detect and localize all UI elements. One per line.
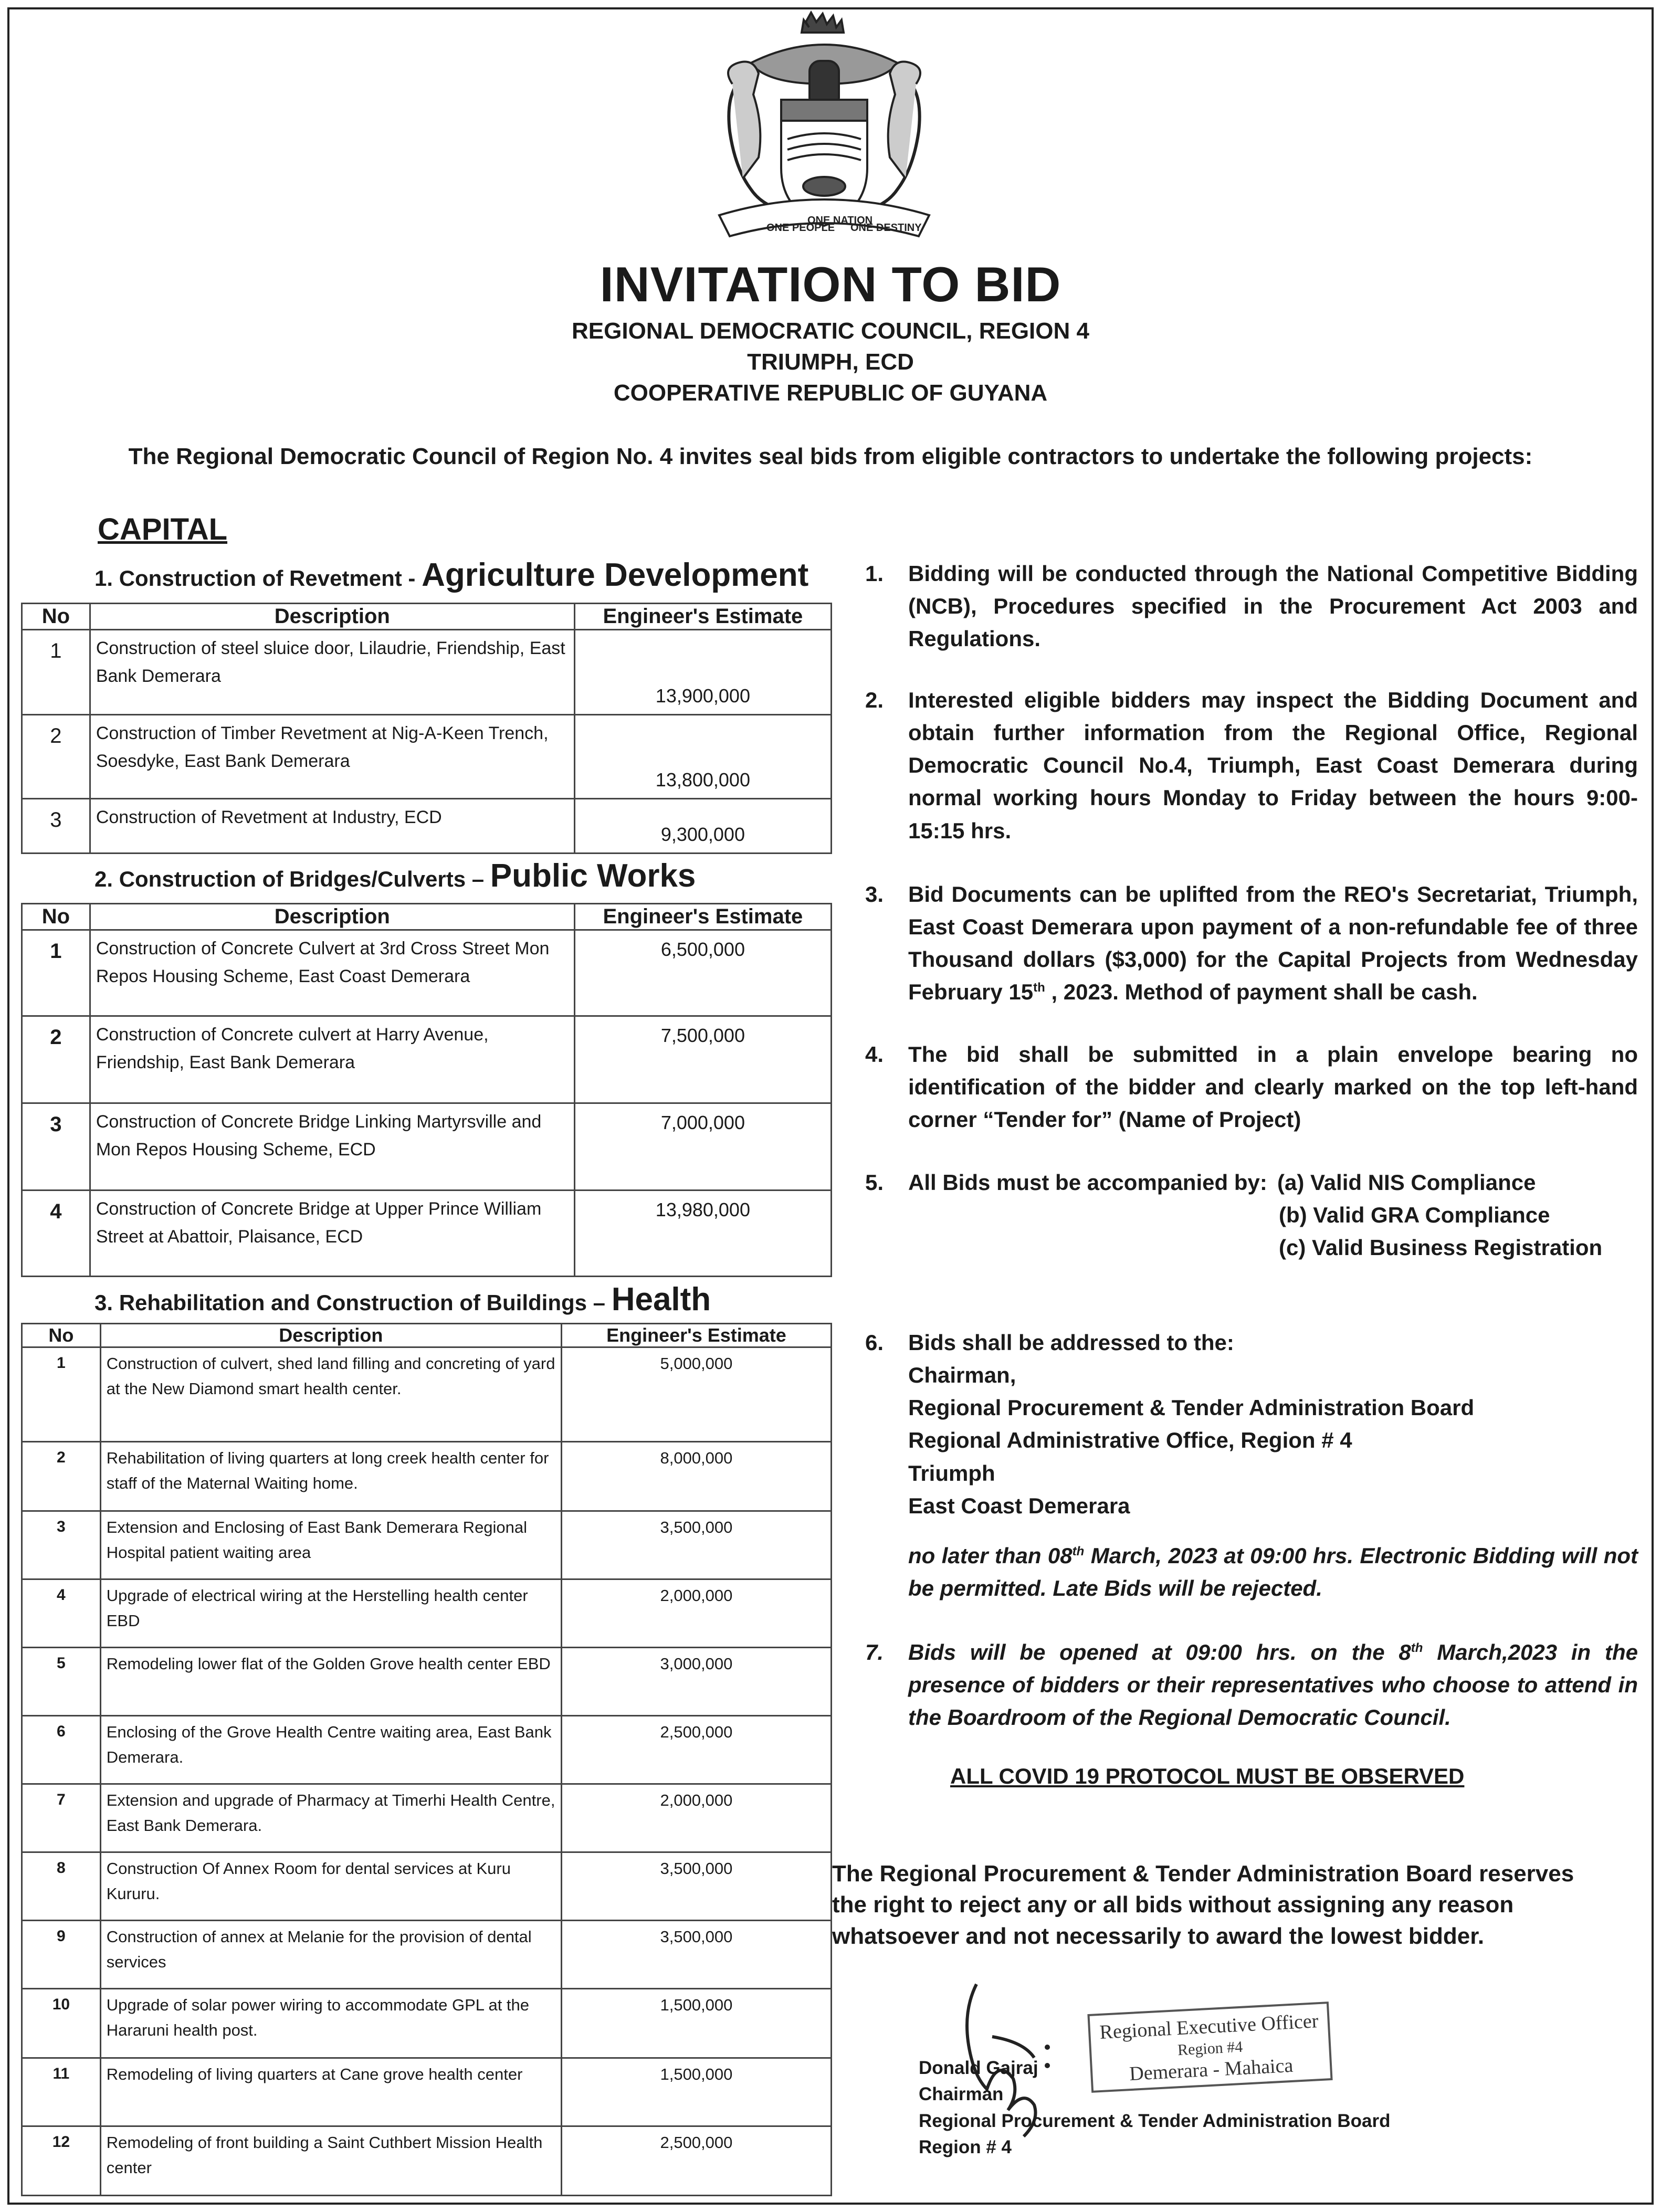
instruction-text <box>908 1636 1638 1734</box>
section2-prefix: 2. Construction of Bridges/Culverts – <box>94 867 490 891</box>
intro-text: The Regional Democratic Council of Region No. 4 invites seal bids from eligible contractors to undertake the following projects: <box>128 444 1533 469</box>
row-description: Construction of Concrete Bridge Linking Martyrsville and Mon Repos Housing Scheme, ECD <box>90 1103 574 1191</box>
col-estimate-header: Engineer's Estimate <box>561 1324 831 1347</box>
address-line: Triumph <box>908 1460 995 1486</box>
address-line: East Coast Demerara <box>908 1493 1130 1518</box>
row-no: 3 <box>22 1103 90 1191</box>
row-estimate: 3,500,000 <box>561 1511 831 1579</box>
row-no: 4 <box>22 1191 90 1277</box>
row-estimate: 1,500,000 <box>561 1989 831 2058</box>
instruction-5 <box>865 1166 1638 1271</box>
table-row <box>22 1989 832 2058</box>
instruction-text-part: Bids will be opened at 09:00 hrs. on the 8 <box>908 1640 1411 1665</box>
row-estimate: 3,500,000 <box>561 1852 831 1921</box>
row-estimate: 13,800,000 <box>574 715 831 799</box>
row-no: 2 <box>22 1016 90 1103</box>
row-no: 7 <box>22 1784 101 1852</box>
capital-heading: CAPITAL <box>98 512 228 546</box>
instruction-text <box>908 878 1638 1009</box>
row-description: Upgrade of electrical wiring at the Herstelling health center EBD <box>100 1579 561 1648</box>
instruction-text-part: Bid Documents can be uplifted from the REO's Secretariat, Triumph, East Coast Demerara upon payment of a non-refundable fee of three Thousand dollars ($3,000) for the Capital Projects from Wednesday February 15 <box>908 882 1638 1005</box>
row-description: Construction of Timber Revetment at Nig-A-Keen Trench, Soesdyke, East Bank Demerara <box>90 715 574 799</box>
deadline-text-part: no later than 08 <box>908 1543 1073 1568</box>
row-no: 12 <box>22 2126 101 2196</box>
row-no: 6 <box>22 1716 101 1784</box>
col-description-header: Description <box>90 904 574 930</box>
ordinal-suffix: th <box>1411 1641 1423 1655</box>
row-estimate: 2,500,000 <box>561 1716 831 1784</box>
row-no: 5 <box>22 1648 101 1716</box>
row-estimate: 7,000,000 <box>574 1103 831 1191</box>
row-no: 11 <box>22 2058 101 2126</box>
address-line: Chairman, <box>908 1363 1016 1388</box>
table-row <box>22 1648 832 1716</box>
page-title: INVITATION TO BID <box>600 257 1061 312</box>
instruction-text: Interested eligible bidders may inspect the Bidding Document and obtain further information from the Regional Office, Regional Democratic Council No.4, Triumph, East Coast Demerara during normal working hours Monday to Friday between the hours 9:00-15:15 hrs. <box>908 688 1638 843</box>
table-row <box>22 799 832 854</box>
row-description: Rehabilitation of living quarters at long creek health center for staff of the Maternal Waiting home. <box>100 1442 561 1511</box>
table-row <box>22 1579 832 1648</box>
covid-notice: ALL COVID 19 PROTOCOL MUST BE OBSERVED <box>950 1764 1465 1788</box>
row-no: 8 <box>22 1852 101 1921</box>
instruction-number: 6. <box>865 1330 884 1355</box>
table-row <box>22 2126 832 2196</box>
row-estimate: 5,000,000 <box>561 1347 831 1442</box>
row-description: Remodeling of front building a Saint Cuthbert Mission Health center <box>100 2126 561 2196</box>
row-description: Extension and Enclosing of East Bank Demerara Regional Hospital patient waiting area <box>100 1511 561 1579</box>
section1-table <box>21 603 832 854</box>
section3-heading <box>94 1281 711 1318</box>
address-lead: Bids shall be addressed to the: <box>908 1330 1234 1355</box>
table-row <box>22 1016 832 1103</box>
council-name: REGIONAL DEMOCRATIC COUNCIL, REGION 4 <box>572 318 1089 344</box>
signatory-board: Regional Procurement & Tender Administration Board <box>919 2110 1391 2131</box>
coat-of-arms-icon <box>688 10 961 257</box>
table-row <box>22 930 832 1016</box>
row-no: 9 <box>22 1921 101 1989</box>
address-line: Regional Administrative Office, Region # 4 <box>908 1428 1352 1453</box>
row-estimate: 6,500,000 <box>574 930 831 1016</box>
instruction-number: 7. <box>865 1640 884 1665</box>
signatory-region: Region # 4 <box>919 2137 1012 2158</box>
signatory-title: Chairman <box>919 2084 1004 2105</box>
signatory-name: Donald Gajraj <box>919 2058 1038 2078</box>
stamp-line: Demerara - Mahaica <box>1129 2054 1294 2085</box>
signatory-block <box>919 2055 1390 2161</box>
section3-prefix: 3. Rehabilitation and Construction of Buildings – <box>94 1290 612 1315</box>
row-no: 1 <box>22 630 90 715</box>
section2-name: Public Works <box>490 858 696 894</box>
row-no: 2 <box>22 1442 101 1511</box>
instruction-lead: All Bids must be accompanied by: <box>908 1170 1267 1195</box>
table-row <box>22 1784 832 1852</box>
row-description: Construction of Concrete culvert at Harry Avenue, Friendship, East Bank Demerara <box>90 1016 574 1103</box>
instruction-number: 5. <box>865 1170 884 1195</box>
table-row <box>22 1511 832 1579</box>
row-estimate: 7,500,000 <box>574 1016 831 1103</box>
row-description: Construction Of Annex Room for dental services at Kuru Kururu. <box>100 1852 561 1921</box>
stamp-line: Region #4 <box>1177 2038 1243 2059</box>
table-row <box>22 1442 832 1511</box>
row-description: Construction of annex at Melanie for the provision of dental services <box>100 1921 561 1989</box>
section1-prefix: 1. Construction of Revetment - <box>94 566 422 591</box>
instruction-text: Bidding will be conducted through the National Competitive Bidding (NCB), Procedures specified in the Procurement Act 2003 and Regulations. <box>908 561 1638 651</box>
row-no: 4 <box>22 1579 101 1648</box>
country-name: COOPERATIVE REPUBLIC OF GUYANA <box>613 380 1048 406</box>
ordinal-suffix: th <box>1033 981 1045 995</box>
requirement-gra: (b) Valid GRA Compliance <box>1279 1203 1550 1227</box>
section2-heading <box>94 857 696 894</box>
row-estimate: 13,900,000 <box>574 630 831 715</box>
address-block <box>908 1326 1474 1522</box>
row-no: 3 <box>22 799 90 854</box>
instruction-number: 4. <box>865 1042 884 1067</box>
row-estimate: 2,000,000 <box>561 1784 831 1852</box>
row-estimate: 9,300,000 <box>574 799 831 854</box>
council-location: TRIUMPH, ECD <box>747 349 914 375</box>
table-row <box>22 1716 832 1784</box>
instruction-number: 2. <box>865 688 884 712</box>
row-no: 1 <box>22 1347 101 1442</box>
motto-2: ONE NATION <box>807 215 873 226</box>
col-no-header: No <box>22 904 90 930</box>
row-estimate: 3,000,000 <box>561 1648 831 1716</box>
row-description: Remodeling lower flat of the Golden Grove health center EBD <box>100 1648 561 1716</box>
instruction-6 <box>865 1326 1638 1547</box>
table-row <box>22 1347 832 1442</box>
reservation-statement: The Regional Procurement & Tender Administration Board reserves the right to reject any or all bids without assigning any reason whatsoever and not necessarily to award the lowest bidder. <box>832 1861 1574 1949</box>
instruction-text: The bid shall be submitted in a plain envelope bearing no identification of the bidder and clearly marked on the top left-hand corner “Tender for” (Name of Project) <box>908 1042 1638 1132</box>
row-description: Enclosing of the Grove Health Centre waiting area, East Bank Demerara. <box>100 1716 561 1784</box>
row-description: Construction of Revetment at Industry, ECD <box>90 799 574 854</box>
address-line: Regional Procurement & Tender Administration Board <box>908 1395 1475 1420</box>
motto-1: ONE PEOPLE <box>766 222 835 234</box>
row-description: Extension and upgrade of Pharmacy at Timerhi Health Centre, East Bank Demerara. <box>100 1784 561 1852</box>
row-description: Upgrade of solar power wiring to accommodate GPL at the Hararuni health post. <box>100 1989 561 2058</box>
section2-table <box>21 903 832 1277</box>
col-description-header: Description <box>90 604 574 630</box>
col-description-header: Description <box>100 1324 561 1347</box>
table-row <box>22 1191 832 1277</box>
row-description: Remodeling of living quarters at Cane grove health center <box>100 2058 561 2126</box>
table-row <box>22 1103 832 1191</box>
row-estimate: 13,980,000 <box>574 1191 831 1277</box>
table-row <box>22 630 832 715</box>
instruction-text-part: March,2023 in the presence of bidders or their representatives who choose to attend in the Boardroom of the Regional Democratic Council. <box>908 1640 1638 1730</box>
table-row <box>22 2058 832 2126</box>
row-no: 10 <box>22 1989 101 2058</box>
section3-name: Health <box>611 1281 711 1318</box>
row-description: Construction of Concrete Bridge at Upper Prince William Street at Abattoir, Plaisance, ECD <box>90 1191 574 1277</box>
row-no: 1 <box>22 930 90 1016</box>
instruction-text-part: , 2023. Method of payment shall be cash. <box>1045 979 1478 1005</box>
row-estimate: 8,000,000 <box>561 1442 831 1511</box>
ordinal-suffix: th <box>1072 1544 1085 1558</box>
deadline-text <box>908 1540 1638 1605</box>
instruction-number: 3. <box>865 882 884 907</box>
stamp-line: Regional Executive Officer <box>1099 2010 1319 2044</box>
row-estimate: 2,000,000 <box>561 1579 831 1648</box>
deadline-text-part: March, 2023 at 09:00 hrs. Electronic Bidding will not be permitted. Late Bids will be rejected. <box>908 1543 1638 1601</box>
section1-name: Agriculture Development <box>422 557 809 593</box>
instruction-number: 1. <box>865 561 884 586</box>
table-header-row <box>22 1324 832 1347</box>
row-no: 2 <box>22 715 90 799</box>
row-estimate: 3,500,000 <box>561 1921 831 1989</box>
section3-table <box>21 1323 832 2196</box>
col-estimate-header: Engineer's Estimate <box>574 604 831 630</box>
requirement-nis: (a) Valid NIS Compliance <box>1277 1170 1536 1195</box>
requirement-business: (c) Valid Business Registration <box>1279 1235 1603 1260</box>
table-header-row <box>22 904 832 930</box>
col-no-header: No <box>22 1324 101 1347</box>
table-row <box>22 1921 832 1989</box>
row-description: Construction of steel sluice door, Lilaudrie, Friendship, East Bank Demerara <box>90 630 574 715</box>
table-row <box>22 715 832 799</box>
section1-heading <box>94 556 808 594</box>
col-no-header: No <box>22 604 90 630</box>
motto-3: ONE DESTINY <box>850 222 922 234</box>
row-estimate: 1,500,000 <box>561 2058 831 2126</box>
row-description: Construction of culvert, shed land filling and concreting of yard at the New Diamond smart health center. <box>100 1347 561 1442</box>
col-estimate-header: Engineer's Estimate <box>574 904 831 930</box>
table-header-row <box>22 604 832 630</box>
table-row <box>22 1852 832 1921</box>
row-description: Construction of Concrete Culvert at 3rd Cross Street Mon Repos Housing Scheme, East Coast Demerara <box>90 930 574 1016</box>
row-no: 3 <box>22 1511 101 1579</box>
row-estimate: 2,500,000 <box>561 2126 831 2196</box>
